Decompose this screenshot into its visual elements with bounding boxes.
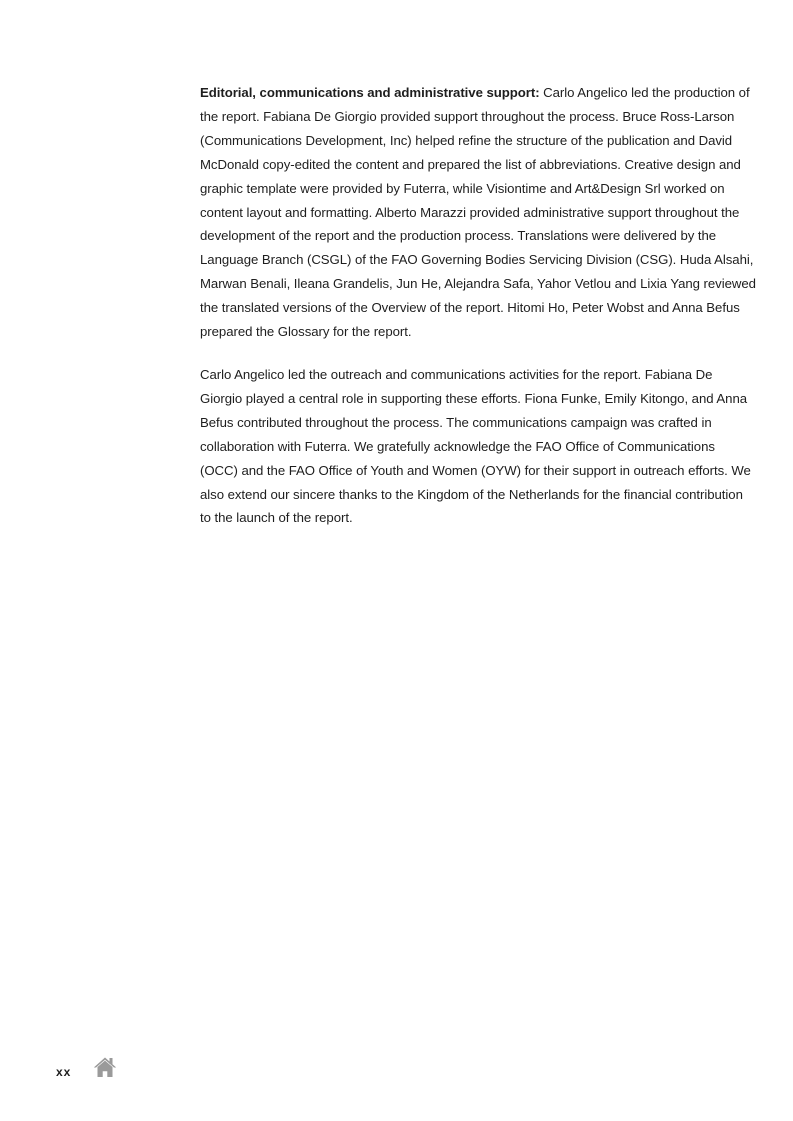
outreach-paragraph: Carlo Angelico led the outreach and communications activities for the report. Fabiana De Giorgio played a central role in supporting these efforts. Fiona Funke, Emily Kitongo, and Anna Befus contributed throughout the process. The communications campaign was crafted in collaboration with Futerra. We gratefully acknowledge the FAO Office of Communications (OCC) and the FAO Office of Youth and Women (OYW) for their support in outreach efforts. We also extend our sincere thanks to the Kingdom of the Netherlands for the financial contribution to the launch of the report.: [200, 366, 751, 526]
acknowledgements-text: [200, 81, 756, 530]
paragraph-body: Carlo Angelico led the production of the report. Fabiana De Giorgio provided support throughout the process. Bruce Ross-Larson (Communications Development, Inc) helped refine the structure of the publication and David McDonald copy-edited the content and prepared the list of abbreviations. Creative design and graphic template were provided by Futerra, while Visiontime and Art&Design Srl worked on content layout and formatting. Alberto Marazzi provided administrative support throughout the development of the report and the production process. Translations were delivered by the Language Branch (CSGL) of the FAO Governing Bodies Servicing Division (CSG). Huda Alsahi, Marwan Benali, Ileana Grandelis, Jun He, Alejandra Safa, Yahor Vetlou and Lixia Yang reviewed the translated versions of the Overview of the report. Hitomi Ho, Peter Wobst and Anna Befus prepared the Glossary for the report.: [200, 85, 756, 340]
editorial-support-paragraph: [200, 81, 756, 344]
paragraph-lead-heading: Editorial, communications and administrative support:: [200, 85, 540, 100]
page-number: xx: [56, 1064, 72, 1079]
home-button[interactable]: [93, 1056, 117, 1080]
page-footer: [56, 1055, 117, 1081]
home-icon: [93, 1056, 117, 1078]
